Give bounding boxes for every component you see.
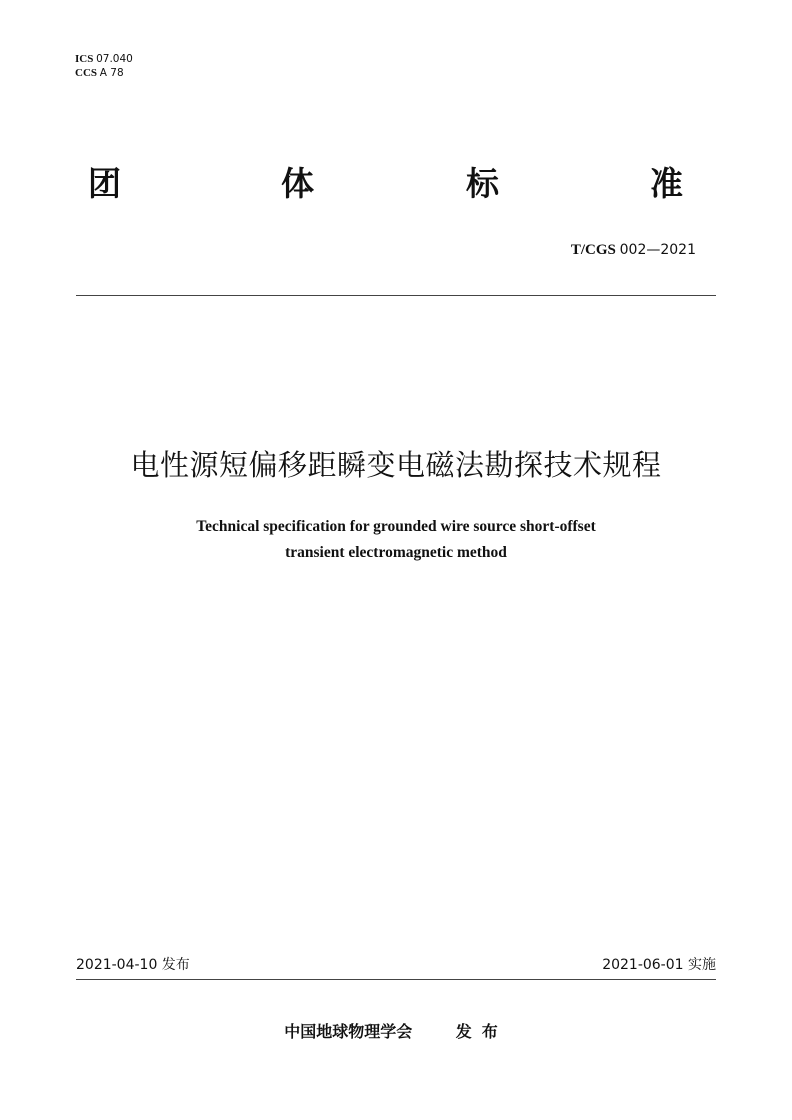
ics-code-line bbox=[75, 52, 133, 66]
standard-number-prefix: T/CGS bbox=[570, 242, 616, 258]
classification-codes bbox=[75, 52, 133, 80]
standard-number bbox=[571, 240, 696, 260]
standard-number-code: 002—2021 bbox=[619, 242, 696, 258]
bottom-divider bbox=[76, 979, 716, 980]
issue-date: 2021-04-10 发布 bbox=[76, 957, 190, 973]
ccs-prefix: CCS bbox=[75, 67, 98, 79]
standard-category-char-2: 体 bbox=[281, 164, 314, 203]
ics-code: 07.040 bbox=[96, 53, 133, 65]
ics-prefix: ICS bbox=[75, 53, 94, 65]
implementation-date: 2021-06-01 实施 bbox=[602, 957, 716, 973]
top-divider bbox=[76, 295, 716, 296]
english-title bbox=[0, 514, 792, 566]
standard-category-char-4: 准 bbox=[650, 164, 683, 203]
standard-category-char-1: 团 bbox=[88, 164, 121, 203]
publisher-name: 中国地球物理学会 bbox=[284, 1022, 413, 1041]
publisher-action: 发布 bbox=[455, 1022, 508, 1041]
publisher-line bbox=[0, 1020, 792, 1044]
standard-category-char-3: 标 bbox=[466, 164, 499, 203]
ccs-code-line bbox=[75, 66, 133, 80]
english-title-line-2: transient electromagnetic method bbox=[285, 544, 507, 561]
english-title-line-1: Technical specification for grounded wire source short-offset bbox=[196, 518, 596, 535]
ccs-code: A 78 bbox=[99, 67, 124, 79]
chinese-title: 电性源短偏移距瞬变电磁法勘探技术规程 bbox=[130, 448, 662, 482]
